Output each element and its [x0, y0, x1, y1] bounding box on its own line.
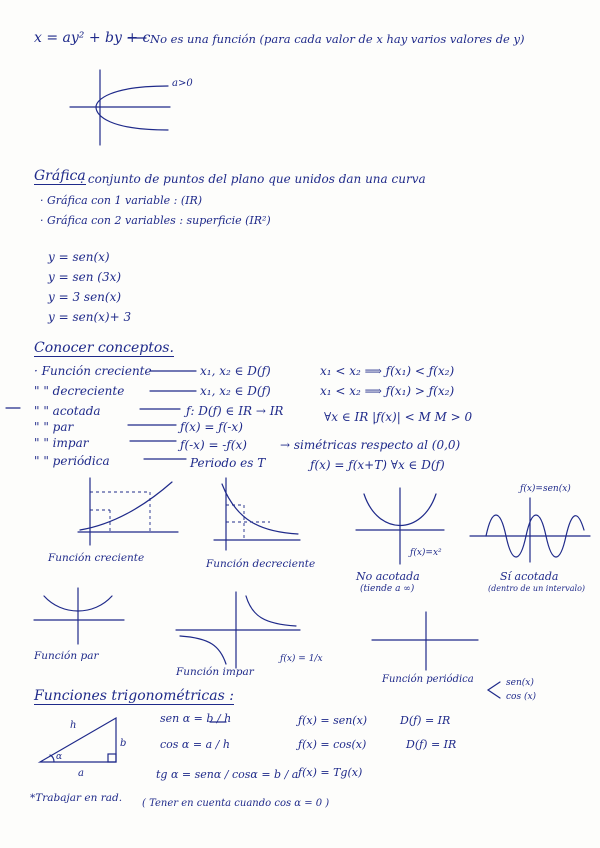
concept-arrows [128, 371, 196, 459]
graficas-definition: : conjunto de puntos del plano que unidos dan una curva [80, 172, 426, 186]
caption-decreciente: Función decreciente [206, 558, 316, 570]
concept-rule-periodica: ƒ(x) = ƒ(x+T) ∀x ∈ D(ƒ) [310, 458, 445, 472]
example-2: y = sen (3x) [48, 270, 122, 284]
concept-domain-acotada: ƒ: D(ƒ) ∈ IR → IR [186, 404, 284, 418]
concept-label-impar: " " impar [34, 436, 89, 450]
graficas-bullet-1: · Gráfica con 1 variable : (IR) [40, 194, 203, 207]
concept-domain-periodica: Periodo es T [190, 456, 266, 470]
graph-decreciente [214, 478, 300, 550]
triangle-a-label: a [78, 768, 84, 779]
concept-domain-impar: ƒ(-x) = -ƒ(x) [180, 438, 247, 452]
caption-no-acotada-sub: (tiende a ∞) [360, 584, 415, 594]
concept-label-creciente: · Función creciente [34, 364, 152, 378]
label-sen: sen(x) [506, 678, 534, 688]
caption-no-acotada: No acotada [356, 570, 420, 583]
trig-title: Funciones trigonométricas : [34, 688, 234, 704]
header-equation: x = ay² + by + c [34, 30, 151, 46]
sideways-parabola-sketch [70, 70, 170, 145]
trig-cos: cos α = a / h [160, 738, 230, 751]
concept-label-periodica: " " periódica [34, 454, 110, 468]
concept-domain-par: ƒ(x) = ƒ(-x) [180, 420, 243, 434]
graph-impar [176, 592, 300, 668]
caption-periodica: Función periódica [382, 674, 474, 685]
graph-par [34, 588, 124, 644]
trig-tg: tg α = senα / cosα = b / a [156, 768, 299, 781]
caption-par: Función par [34, 650, 99, 662]
concept-domain-decreciente: x₁, x₂ ∈ D(ƒ) [200, 384, 271, 398]
label-fx-sen: ƒ(x)=sen(x) [520, 484, 571, 494]
caption-impar: Función impar [176, 666, 254, 678]
trig-domain-2: D(ƒ) = IR [406, 738, 457, 751]
parabola-label: a>0 [172, 78, 193, 89]
label-fx-x2: ƒ(x)=x² [410, 548, 442, 558]
header-note: No es una función (para cada valor de x hay varios valores de y) [150, 32, 525, 46]
triangle-b-label: b [120, 738, 127, 749]
trig-sen: sen α = b / h [160, 712, 232, 725]
concept-rule-acotada: ∀x ∈ IR |ƒ(x)| < M M > 0 [324, 410, 473, 424]
example-1: y = sen(x) [48, 250, 110, 264]
concept-label-acotada: " " acotada [34, 404, 101, 418]
concept-domain-creciente: x₁, x₂ ∈ D(ƒ) [200, 364, 271, 378]
graph-no-acotada [356, 488, 444, 564]
right-triangle [40, 718, 116, 762]
label-fx-1x: ƒ(x) = 1/x [280, 654, 323, 664]
trig-f3: ƒ(x) = Tg(x) [298, 766, 363, 779]
trig-f1: ƒ(x) = sen(x) [298, 714, 368, 727]
caption-si-acotada: Sí acotada [500, 570, 559, 583]
graficas-title: Gráfica [34, 168, 86, 184]
example-4: y = sen(x)+ 3 [48, 310, 132, 324]
trig-f2: ƒ(x) = cos(x) [298, 738, 367, 751]
concept-rule-creciente: x₁ < x₂ ⟹ ƒ(x₁) < ƒ(x₂) [320, 364, 455, 378]
graficas-bullet-2: · Gráfica con 2 variables : superficie (IR²) [40, 214, 271, 227]
example-3: y = 3 sen(x) [48, 290, 122, 304]
trig-domain-1: D(ƒ) = IR [400, 714, 451, 727]
trig-note-cos: ( Tener en cuenta cuando cos α = 0 ) [142, 798, 330, 809]
graph-creciente [78, 478, 178, 545]
caption-si-acotada-sub: (dentro de un intervalo) [488, 584, 586, 593]
triangle-alpha-label: α [56, 752, 63, 762]
concept-label-decreciente: " " decreciente [34, 384, 125, 398]
graph-periodica [372, 612, 478, 670]
concept-rule-decreciente: x₁ < x₂ ⟹ ƒ(x₁) > ƒ(x₂) [320, 384, 455, 398]
trig-note-rad: *Trabajar en rad. [30, 792, 123, 804]
triangle-h-label: h [70, 720, 77, 731]
graph-si-acotada [470, 498, 590, 562]
caption-creciente: Función creciente [48, 552, 145, 564]
concept-rule-impar: → simétricas respecto al (0,0) [280, 438, 461, 452]
label-cos: cos (x) [506, 692, 537, 702]
conceptos-title: Conocer conceptos. [34, 340, 174, 356]
concept-label-par: " " par [34, 420, 74, 434]
